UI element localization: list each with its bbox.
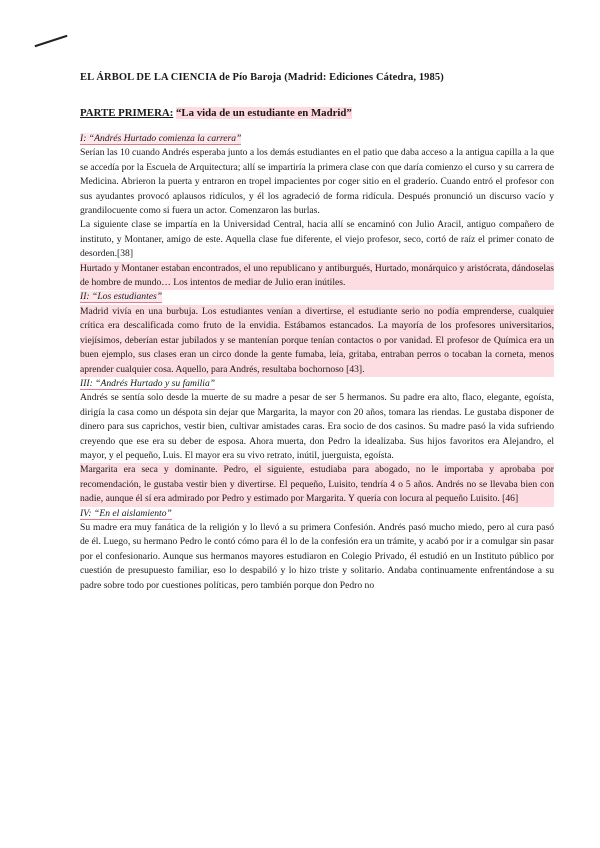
part-title: “La vida de un estudiante en Madrid”: [176, 107, 352, 119]
section-4-paragraph-1: Su madre era muy fanática de la religión y lo llevó a su primera Confesión. Andrés pasó mucho miedo, pero al cura pasó de él. Luego, su hermano Pedro le contó cómo para él lo de la confesión era un trámite, y acabó por ir a comulgar sin pasar por el confesionario. Aunque sus hermanos mayores estudiaron en Colegio Privado, él estudió en un Instituto público por cuestión de presupuesto familiar, eso lo despabiló y lo hizo triste y solitario. Andaba continuamente enfrentándose a su padre sobre todo por cuestiones políticas, pero también porque don Pedro no: [80, 521, 554, 591]
section-3-paragraph-2: Margarita era seca y dominante. Pedro, el siguiente, estudiaba para abogado, no le importaba y aprobaba por recomendación, le gustaba vestir bien y divertirse. El pequeño, Luisito, tendría 4 o 5 años. Andrés no se llevaba bien con nadie, aunque él sí era admirado por Pedro y estimado por Margarita. Y quería con locura al pequeño Luisito. [46]: [80, 463, 554, 506]
section-2-title: II: “Los estudiantes”: [80, 291, 163, 303]
section-3-heading: [80, 377, 554, 391]
section-1-paragraph-2: La siguiente clase se impartía en la Universidad Central, hacia allí se encaminó con Julio Aracil, antiguo compañero de instituto, y Montaner, amigo de este. Aquella clase fue diferente, el viejo profesor, seco, cortó de raíz el primer conato de desorden.[38]: [80, 219, 554, 260]
section-3-paragraph-1: Andrés se sentía solo desde la muerte de su madre a pesar de ser 5 hermanos. Su padre era alto, flaco, elegante, egoísta, dirigía la casa como un déspota sin dejar que Margarita, la mayor con 20 años, tomara las riendas. Le gustaba disponer de dinero para sus caprichos, vestir bien, cultivar amistades caras. Era socio de dos casinos. Su madre pasó la vida sufriendo creyendo que ese era su deber de esposa. Ahora muerta, don Pedro la idealizaba. Sus hijos favoritos era Alejandro, el mayor, y el pequeño, Luis. El mayor era su vivo retrato, inútil, juerguista, egoísta.: [80, 392, 554, 461]
section-1-paragraph-3: Hurtado y Montaner estaban encontrados, el uno republicano y antiburgués, Hurtado, monárquico y aristócrata, dándoselas de hombre de mundo… Los intentos de mediar de Julio eran inútiles.: [80, 262, 554, 291]
document-header: EL ÁRBOL DE LA CIENCIA de Pío Baroja (Madrid: Ediciones Cátedra, 1985): [80, 72, 444, 83]
section-1-paragraph-1: Serían las 10 cuando Andrés esperaba junto a los demás estudiantes en el patio que daba acceso a la antigua capilla a la que se accedía por la Escuela de Arquitectura; allí se impartiría la primera clase con que daría comienzo el curso y su carrera de Medicina. Abrieron la puerta y entraron en tropel impacientes por coger sitio en el graderío. Cuando entró el profesor con sus ayudantes provocó aplausos ridículos, y él los agradeció de forma ridícula. Después pronunció un discurso vacío y grandilocuente como si fuera un actor. Comenzaron las burlas.: [80, 147, 554, 217]
part-heading: [80, 107, 550, 119]
section-1-title: I: “Andrés Hurtado comienza la carrera”: [80, 133, 242, 144]
section-2-heading: [80, 290, 554, 304]
section-3-title: III: “Andrés Hurtado y su familia”: [80, 377, 216, 389]
section-4-heading: [80, 507, 554, 521]
part-label: PARTE PRIMERA:: [80, 107, 174, 119]
document-body: [80, 132, 554, 593]
section-1-heading: [80, 132, 554, 146]
section-4-title: IV: “En el aislamiento”: [80, 507, 172, 519]
pen-mark: [35, 35, 68, 47]
section-2-paragraph-1: Madrid vivía en una burbuja. Los estudiantes venían a divertirse, el estudiante serio no podía emprenderse, cualquier crítica era descalificada como fruto de la envidia. Estábamos estancados. La mayoría de los profesores universitarios, viejísimos, deberían estar jubilados y se mantenían porque tenían contactos o por vanidad. El profesor de Química era un buen ejemplo, sus clases eran un circo donde la gente fumaba, leía, gritaba, entraban perros o tocaban la corneta, menos aprender cualquier cosa. Aquello, para Andrés, resultaba bochornoso [43].: [80, 305, 554, 377]
